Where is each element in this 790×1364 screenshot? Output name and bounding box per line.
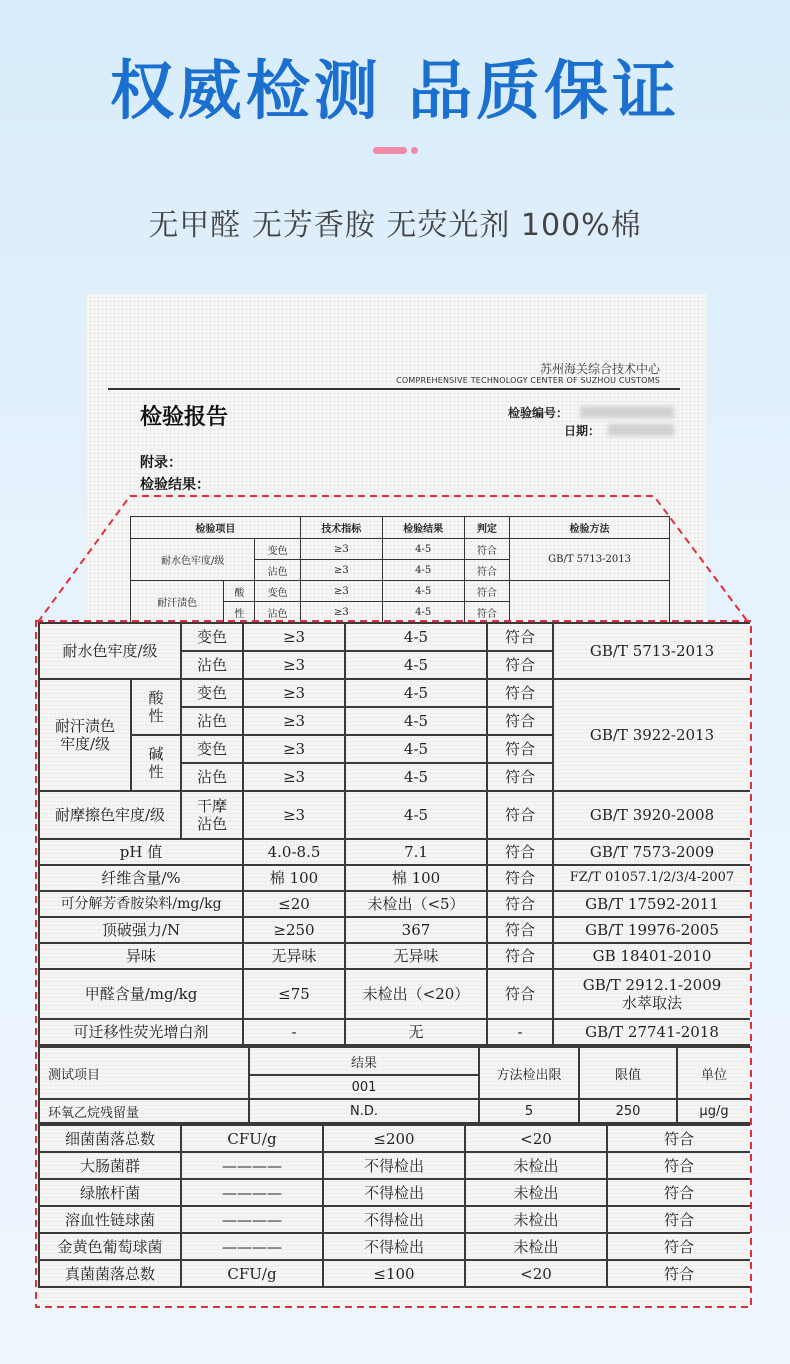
result-cell: <20 bbox=[465, 1125, 607, 1152]
preview-header-cell: 检验项目 bbox=[131, 517, 301, 539]
unit-cell: CFU/g bbox=[181, 1125, 323, 1152]
preview-cell: 4-5 bbox=[382, 581, 464, 602]
sub-cell: 沾色 bbox=[181, 707, 243, 735]
item-cell: 甲醛含量/mg/kg bbox=[39, 969, 243, 1019]
spec-cell: ≤100 bbox=[323, 1260, 465, 1287]
result-cell: 7.1 bbox=[345, 839, 487, 865]
unit-cell: ———— bbox=[181, 1233, 323, 1260]
spec-cell: 无异味 bbox=[243, 943, 345, 969]
item-cell: 可迁移性荧光增白剂 bbox=[39, 1019, 243, 1045]
table-row bbox=[39, 917, 750, 943]
spec-cell: 不得检出 bbox=[323, 1179, 465, 1206]
method-cell: GB/T 27741-2018 bbox=[553, 1019, 750, 1045]
spec-cell: 不得检出 bbox=[323, 1233, 465, 1260]
table-row bbox=[39, 623, 750, 651]
detect-cell: 5 bbox=[479, 1099, 579, 1123]
unit-cell: CFU/g bbox=[181, 1260, 323, 1287]
preview-cell: 沾色 bbox=[255, 602, 300, 623]
verdict-cell: 符合 bbox=[487, 791, 553, 839]
spec-cell: ≥3 bbox=[243, 651, 345, 679]
verdict-cell: 符合 bbox=[607, 1179, 750, 1206]
spec-cell: ≥3 bbox=[243, 763, 345, 791]
verdict-cell: 符合 bbox=[487, 679, 553, 707]
header-rule bbox=[108, 388, 680, 390]
verdict-cell: 符合 bbox=[487, 943, 553, 969]
unit-cell: ———— bbox=[181, 1179, 323, 1206]
header-result: 结果 bbox=[249, 1047, 479, 1075]
preview-cell: 变色 bbox=[255, 539, 300, 560]
item-cell: 耐摩擦色牢度/级 bbox=[39, 791, 181, 839]
preview-cell: 符合 bbox=[464, 539, 509, 560]
item-cell: 顶破强力/N bbox=[39, 917, 243, 943]
item-cell: 耐水色牢度/级 bbox=[39, 623, 181, 679]
unit-cell: μg/g bbox=[677, 1099, 750, 1123]
table-row bbox=[39, 1233, 750, 1260]
result-cell: 4-5 bbox=[345, 651, 487, 679]
table-row bbox=[39, 891, 750, 917]
method-cell: GB/T 5713-2013 bbox=[553, 623, 750, 679]
spec-cell: 4.0-8.5 bbox=[243, 839, 345, 865]
result-cell: 未检出 bbox=[465, 1179, 607, 1206]
preview-cell: 符合 bbox=[464, 581, 509, 602]
result-cell: N.D. bbox=[249, 1099, 479, 1123]
zoomed-results bbox=[38, 622, 750, 1306]
item-cell: 环氧乙烷残留量 bbox=[39, 1099, 249, 1123]
verdict-cell: 符合 bbox=[607, 1125, 750, 1152]
spec-cell: ≥3 bbox=[243, 679, 345, 707]
report-number-redacted bbox=[580, 406, 674, 418]
microbe-table bbox=[38, 1124, 750, 1288]
decorative-divider bbox=[373, 147, 407, 154]
sub-cell: 沾色 bbox=[181, 651, 243, 679]
preview-cell: ≥3 bbox=[300, 581, 382, 602]
header-test-item: 测试项目 bbox=[39, 1047, 249, 1099]
spec-cell: ≥3 bbox=[243, 735, 345, 763]
preview-cell: 变色 bbox=[255, 581, 300, 602]
results-table bbox=[38, 622, 750, 1046]
table-row bbox=[39, 943, 750, 969]
item-cell: 溶血性链球菌 bbox=[39, 1206, 181, 1233]
report-number-label: 检验编号： bbox=[508, 406, 569, 420]
verdict-cell: 符合 bbox=[487, 865, 553, 891]
table-row bbox=[39, 969, 750, 1019]
result-cell: 4-5 bbox=[345, 707, 487, 735]
method-cell: GB/T 7573-2009 bbox=[553, 839, 750, 865]
spec-cell: ≥250 bbox=[243, 917, 345, 943]
verdict-cell: 符合 bbox=[607, 1152, 750, 1179]
ethylene-oxide-table bbox=[38, 1046, 750, 1124]
spec-cell: ≤20 bbox=[243, 891, 345, 917]
table-row bbox=[39, 1125, 750, 1152]
page-subtitle: 无甲醛 无芳香胺 无荧光剂 100%棉 bbox=[148, 208, 642, 243]
result-cell: 未检出 bbox=[465, 1152, 607, 1179]
method-cell: GB 18401-2010 bbox=[553, 943, 750, 969]
preview-cell: ≥3 bbox=[300, 602, 382, 623]
result-cell: 4-5 bbox=[345, 735, 487, 763]
preview-cell: 沾色 bbox=[255, 560, 300, 581]
sub-cell: 变色 bbox=[181, 623, 243, 651]
result-cell: 未检出（<5） bbox=[345, 891, 487, 917]
spec-cell: - bbox=[243, 1019, 345, 1045]
method-cell: GB/T 2912.1-2009 水萃取法 bbox=[553, 969, 750, 1019]
sub-cell: 沾色 bbox=[181, 763, 243, 791]
report-title: 检验报告 bbox=[140, 405, 229, 430]
report-date-label: 日期： bbox=[564, 424, 601, 438]
table-row bbox=[39, 1099, 750, 1123]
spec-cell: 不得检出 bbox=[323, 1206, 465, 1233]
preview-cell: 4-5 bbox=[382, 560, 464, 581]
table-row bbox=[39, 865, 750, 891]
result-cell: 无异味 bbox=[345, 943, 487, 969]
header-limit: 限值 bbox=[579, 1047, 677, 1099]
item-cell: 金黄色葡萄球菌 bbox=[39, 1233, 181, 1260]
sub-cell: 干摩 沾色 bbox=[181, 791, 243, 839]
table-row bbox=[39, 1152, 750, 1179]
preview-cell: 符合 bbox=[464, 560, 509, 581]
verdict-cell: 符合 bbox=[487, 651, 553, 679]
spec-cell: ≤200 bbox=[323, 1125, 465, 1152]
spec-cell: ≥3 bbox=[243, 623, 345, 651]
appendix-label: 附录： bbox=[140, 455, 182, 471]
item-cell: 耐汗渍色 牢度/级 bbox=[39, 679, 131, 791]
result-cell: 未检出（<20） bbox=[345, 969, 487, 1019]
report-scan bbox=[86, 294, 706, 634]
verdict-cell: 符合 bbox=[487, 707, 553, 735]
preview-cell bbox=[510, 581, 670, 623]
table-row bbox=[39, 679, 750, 707]
preview-cell: 耐水色牢度/级 bbox=[131, 539, 255, 581]
sub-cell: 变色 bbox=[181, 679, 243, 707]
result-cell: 未检出 bbox=[465, 1233, 607, 1260]
spec-cell: ≤75 bbox=[243, 969, 345, 1019]
result-cell: 367 bbox=[345, 917, 487, 943]
table-row bbox=[39, 1019, 750, 1045]
preview-cell: ≥3 bbox=[300, 539, 382, 560]
item-cell: 绿脓杆菌 bbox=[39, 1179, 181, 1206]
table-row bbox=[39, 1179, 750, 1206]
result-label: 检验结果： bbox=[140, 477, 210, 493]
preview-cell: 耐汗渍色 bbox=[131, 581, 224, 623]
report-date-redacted bbox=[608, 424, 674, 436]
result-cell: 4-5 bbox=[345, 679, 487, 707]
header-sample-id: 001 bbox=[249, 1075, 479, 1099]
unit-cell: ———— bbox=[181, 1206, 323, 1233]
spec-cell: ≥3 bbox=[243, 707, 345, 735]
item-cell: 纤维含量/% bbox=[39, 865, 243, 891]
org-name: 苏州海关综合技术中心 bbox=[539, 362, 660, 376]
verdict-cell: 符合 bbox=[487, 917, 553, 943]
preview-header-cell: 检验方法 bbox=[510, 517, 670, 539]
result-cell: <20 bbox=[465, 1260, 607, 1287]
result-cell: 棉 100 bbox=[345, 865, 487, 891]
verdict-cell: - bbox=[487, 1019, 553, 1045]
preview-cell: 4-5 bbox=[382, 602, 464, 623]
result-cell: 4-5 bbox=[345, 791, 487, 839]
preview-cell: 性 bbox=[224, 602, 255, 623]
verdict-cell: 符合 bbox=[607, 1206, 750, 1233]
verdict-cell: 符合 bbox=[487, 839, 553, 865]
item-cell: 真菌菌落总数 bbox=[39, 1260, 181, 1287]
preview-cell: GB/T 5713-2013 bbox=[510, 539, 670, 581]
method-cell: GB/T 3922-2013 bbox=[553, 679, 750, 791]
verdict-cell: 符合 bbox=[487, 735, 553, 763]
org-name-en: COMPREHENSIVE TECHNOLOGY CENTER OF SUZHOU CUSTOMS bbox=[396, 376, 660, 385]
preview-cell: 4-5 bbox=[382, 539, 464, 560]
item-cell: 大肠菌群 bbox=[39, 1152, 181, 1179]
preview-cell: 酸 bbox=[224, 581, 255, 602]
page-title: 权威检测 品质保证 bbox=[109, 55, 681, 129]
method-cell: FZ/T 01057.1/2/3/4-2007 bbox=[553, 865, 750, 891]
unit-cell: ———— bbox=[181, 1152, 323, 1179]
verdict-cell: 符合 bbox=[607, 1260, 750, 1287]
verdict-cell: 符合 bbox=[487, 969, 553, 1019]
table-row bbox=[39, 791, 750, 839]
item-cell: 细菌菌落总数 bbox=[39, 1125, 181, 1152]
table-row bbox=[39, 1260, 750, 1287]
preview-table bbox=[130, 516, 670, 623]
header-unit: 单位 bbox=[677, 1047, 750, 1099]
preview-header-cell: 判定 bbox=[464, 517, 509, 539]
alkali-cell: 碱 性 bbox=[131, 735, 181, 791]
method-cell: GB/T 19976-2005 bbox=[553, 917, 750, 943]
header-detect-limit: 方法检出限 bbox=[479, 1047, 579, 1099]
result-cell: 4-5 bbox=[345, 623, 487, 651]
table-row bbox=[39, 839, 750, 865]
preview-cell: ≥3 bbox=[300, 560, 382, 581]
method-cell: GB/T 3920-2008 bbox=[553, 791, 750, 839]
preview-cell: 符合 bbox=[464, 602, 509, 623]
verdict-cell: 符合 bbox=[487, 891, 553, 917]
verdict-cell: 符合 bbox=[487, 763, 553, 791]
acid-cell: 酸 性 bbox=[131, 679, 181, 735]
method-cell: GB/T 17592-2011 bbox=[553, 891, 750, 917]
spec-cell: ≥3 bbox=[243, 791, 345, 839]
preview-header-cell: 检验结果 bbox=[382, 517, 464, 539]
verdict-cell: 符合 bbox=[607, 1233, 750, 1260]
item-cell: 可分解芳香胺染料/mg/kg bbox=[39, 891, 243, 917]
limit-cell: 250 bbox=[579, 1099, 677, 1123]
sub-cell: 变色 bbox=[181, 735, 243, 763]
result-cell: 未检出 bbox=[465, 1206, 607, 1233]
spec-cell: 棉 100 bbox=[243, 865, 345, 891]
result-cell: 4-5 bbox=[345, 763, 487, 791]
verdict-cell: 符合 bbox=[487, 623, 553, 651]
table-row bbox=[39, 1206, 750, 1233]
result-cell: 无 bbox=[345, 1019, 487, 1045]
preview-header-cell: 技术指标 bbox=[300, 517, 382, 539]
item-cell: pH 值 bbox=[39, 839, 243, 865]
item-cell: 异味 bbox=[39, 943, 243, 969]
spec-cell: 不得检出 bbox=[323, 1152, 465, 1179]
